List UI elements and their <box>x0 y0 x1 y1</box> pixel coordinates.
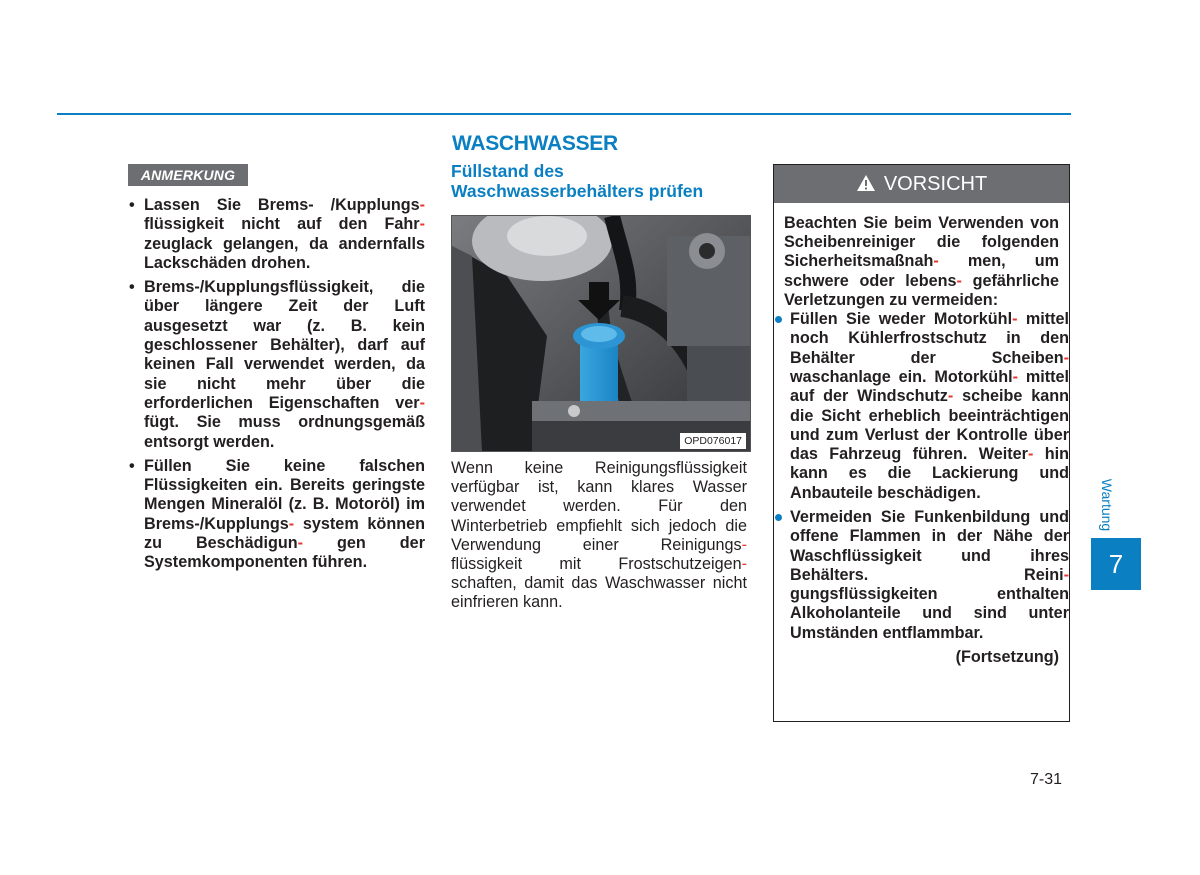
hyphen-mark: - <box>933 252 939 271</box>
caution-title: VORSICHT <box>883 173 988 195</box>
caution-box <box>773 164 1070 722</box>
hyphen-mark: - <box>741 535 747 554</box>
list-item: Füllen Sie weder Motorkühl- mittel noch Kühlerfrostschutz in den Behälter der Scheiben- waschanlage ein. Motorkühl- mittel auf der Windschutz- scheibe kann die Sicht erheblich beeinträchtigen und zum Verlust der Kontrolle über das Fahrzeug führen. Weiter- hin kann es die Lackierung und Anbauteile beschädigen. <box>774 310 1069 503</box>
hyphen-mark: - <box>419 215 425 234</box>
header-rule <box>57 113 1071 115</box>
list-item: • Brems-/Kupplungsflüssigkeit, die über längere Zeit der Luft ausgesetzt war (z. B. kein geschlossener Behälter), darf auf keinen Fall verwendet werden, da sie nicht mehr über die erforderlichen Eigenschaften ver- fügt. Sie muss ordnungsgemäß entsorgt werden. <box>128 278 425 452</box>
list-item: Vermeiden Sie Funkenbildung und offene Flammen in der Nähe der Waschflüssigkeit und ihres Behälters. Reini- gungsflüssigkeiten enthalten Alkoholanteile und sind unter Umständen entflammbar. <box>774 508 1069 643</box>
hyphen-mark: - <box>419 393 425 412</box>
hyphen-mark: - <box>741 555 747 574</box>
subsection-title <box>451 161 751 201</box>
list-item: • Lassen Sie Brems- /Kupplungs- flüssigkeit nicht auf den Fahr- zeuglack gelangen, da andernfalls Lackschäden drohen. <box>128 196 425 273</box>
subsection-title-line1: Füllstand des <box>451 161 564 181</box>
body-paragraph: Wenn keine Reinigungsflüssigkeit verfügbar ist, kann klares Wasser verwendet werden. Für den Winterbetrieb empfiehlt sich jedoch die Verwendung einer Reinigungs- flüssigkeit mit Frostschutzeigen- schaften, damit das Waschwasser nicht einfrieren kann. <box>451 459 747 612</box>
page-number: 7-31 <box>1030 771 1063 788</box>
caution-intro: Beachten Sie beim Verwenden von Scheibenreiniger die folgenden Sicherheitsmaßnah- men, um schwere oder lebens- gefährliche Verletzungen zu vermeiden: <box>784 214 1059 309</box>
list-item: • Füllen Sie keine falschen Flüssigkeiten ein. Bereits geringste Mengen Mineralöl (z. B. Motoröl) im Brems-/Kupplungs- system können zu Beschädigun- gen der Systemkomponenten führen. <box>128 457 425 573</box>
subsection-title-line2: Waschwasserbehälters prüfen <box>451 181 704 201</box>
hyphen-mark: - <box>1012 367 1018 386</box>
engine-bay-photo <box>451 215 751 452</box>
hyphen-mark: - <box>1063 348 1069 367</box>
note-list <box>128 196 425 578</box>
hyphen-mark: - <box>1012 310 1018 329</box>
hyphen-mark: - <box>288 514 295 533</box>
chapter-label-text: Wartung <box>1099 478 1115 532</box>
note-tag: ANMERKUNG <box>128 164 248 186</box>
section-title: WASCHWASSER <box>452 132 618 155</box>
warning-triangle-icon <box>856 174 876 192</box>
hyphen-mark: - <box>297 534 304 553</box>
engine-bay-illustration <box>452 216 750 451</box>
caution-header <box>774 165 1069 203</box>
figure-code: OPD076017 <box>680 433 746 449</box>
chapter-number-tab: 7 <box>1091 538 1141 590</box>
hyphen-mark: - <box>419 196 425 214</box>
hyphen-mark: - <box>956 271 962 290</box>
caution-list <box>774 310 1069 643</box>
continuation-note: (Fortsetzung) <box>955 648 1059 667</box>
hyphen-mark: - <box>1063 565 1069 584</box>
hyphen-mark: - <box>947 387 954 406</box>
hyphen-mark: - <box>1027 445 1034 464</box>
chapter-label <box>1096 470 1118 540</box>
